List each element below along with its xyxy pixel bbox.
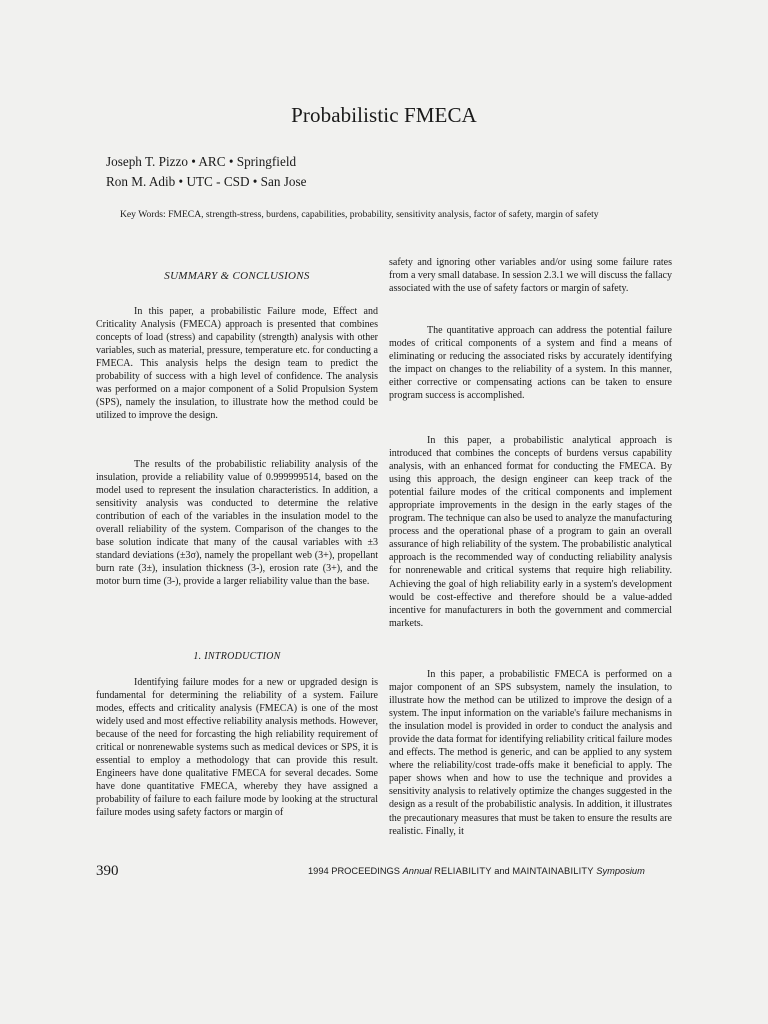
right-paragraph-1: safety and ignoring other variables and/or using some failure rates from a very small database. In session 2.3.1 we will discuss the fallacy associated with the use of safety factors or margin of safety.: [389, 257, 672, 295]
footer-reliability: RELIABILITY: [434, 866, 492, 876]
footer-maintainability: MAINTAINABILITY: [512, 866, 594, 876]
right-paragraph-4: In this paper, a probabilistic FMECA is performed on a major component of an SPS subsystem, namely the insulation, to illustrate how the method can be utilized to improve the design of a system. The input information on the variable's failure mechanisms in the insulation model is provided in order to conduct the analysis and provide the data format for identifying reliability critical failure modes and effects. The method is generic, and can be applied to any system where the reliability/cost trade-offs make it beneficial to apply. The paper shows when and how to use the technique and provides a sensitivity analysis to relatively optimize the changes suggested in the design as a result of the probabilistic analysis. In addition, it illustrates the precautionary measures that must be taken to ensure the results are realistic. Finally, it: [389, 669, 672, 837]
footer-and: and: [494, 866, 510, 876]
introduction-heading: 1. INTRODUCTION: [193, 651, 281, 662]
right-paragraph-3: In this paper, a probabilistic analytical approach is introduced that combines the concepts of burdens versus capability analysis, with an enhanced format for conducting the FMECA. By using this approach, the design engineer can keep track of the potential failure modes of the critical components and implement appropriate improvements in the design in the early stages of the program. The technique can also be used to analyze the manufacturing process and the operational phase of a program to gain an overall assurance of high reliability of the system. The probabilistic analytical approach is the recommended way of conducting reliability analysis for nonrenewable and critical systems that require high reliability. Achieving the goal of high reliability early in a system's development would be cost-effective and therefore should be a value-added incentive for manufacturers in both the government and commercial markets.: [389, 435, 672, 629]
paper-title: Probabilistic FMECA: [291, 103, 477, 127]
keywords-line: Key Words: FMECA, strength-stress, burdens, capabilities, probability, sensitivity analysis, factor of safety, margin of safety: [120, 209, 599, 220]
introduction-paragraph-1: Identifying failure modes for a new or upgraded design is fundamental for determining the reliability of a system. Failure modes, effects and criticality analysis (FMECA) is one of the most widely used and most effective reliability analysis methods. However, because of the need for forcasting the high reliability requirement of critical or nonrenewable systems such as medical devices or SPS, it is essential to employ a methodology that can provide this result. Engineers have done qualitative FMECA for several decades. Some have done quantitative FMECA, whereby they have assigned a probability of failure to each failure mode by looking at the structural failure modes using safety factors or margin of: [96, 677, 378, 819]
page-number: 390: [96, 863, 119, 879]
proceedings-footer: [308, 866, 645, 876]
footer-symposium: Symposium: [596, 866, 645, 876]
summary-paragraph-2: The results of the probabilistic reliability analysis of the insulation, provide a reliability value of 0.999999514, based on the model used to represent the insulation characteristics. In addition, a sensitivity analysis was conducted to determine the relative contribution of each of the variables in the insulation model to the overall reliability of the system. Comparison of the changes to the base solution indicate that many of the causal variables with ±3 standard deviations (±3σ), namely the propellant web (3+), propellant burn rate (3±), insulation thickness (3-), erosion rate (3+), and the motor burn time (3-), provide a larger reliability value than the base.: [96, 459, 378, 588]
summary-paragraph-1: In this paper, a probabilistic Failure mode, Effect and Criticality Analysis (FMECA) approach is presented that combines concepts of load (stress) and capability (strength) analysis with other variables, such as material, pressure, temperature etc. for conducting a FMECA. This analysis helps the design team to predict the probability of success with a high level of confidence. The analysis was performed on a major component of a Solid Propulsion System (SPS), namely the insulation, to illustrate how the method could be utilized to improve the design.: [96, 306, 378, 422]
author-2: Ron M. Adib • UTC - CSD • San Jose: [106, 174, 307, 189]
footer-year: 1994 PROCEEDINGS: [308, 866, 400, 876]
author-1: Joseph T. Pizzo • ARC • Springfield: [106, 154, 297, 169]
right-paragraph-2: The quantitative approach can address the potential failure modes of critical components of a system and find a means of eliminating or reducing the associated risks by accurately identifying the impact on changes to the reliability of a system. In this manner, either corrective or compensating actions can be taken to ensure program success is accomplished.: [389, 325, 672, 402]
summary-heading: SUMMARY & CONCLUSIONS: [164, 270, 310, 282]
footer-annual: Annual: [402, 866, 432, 876]
